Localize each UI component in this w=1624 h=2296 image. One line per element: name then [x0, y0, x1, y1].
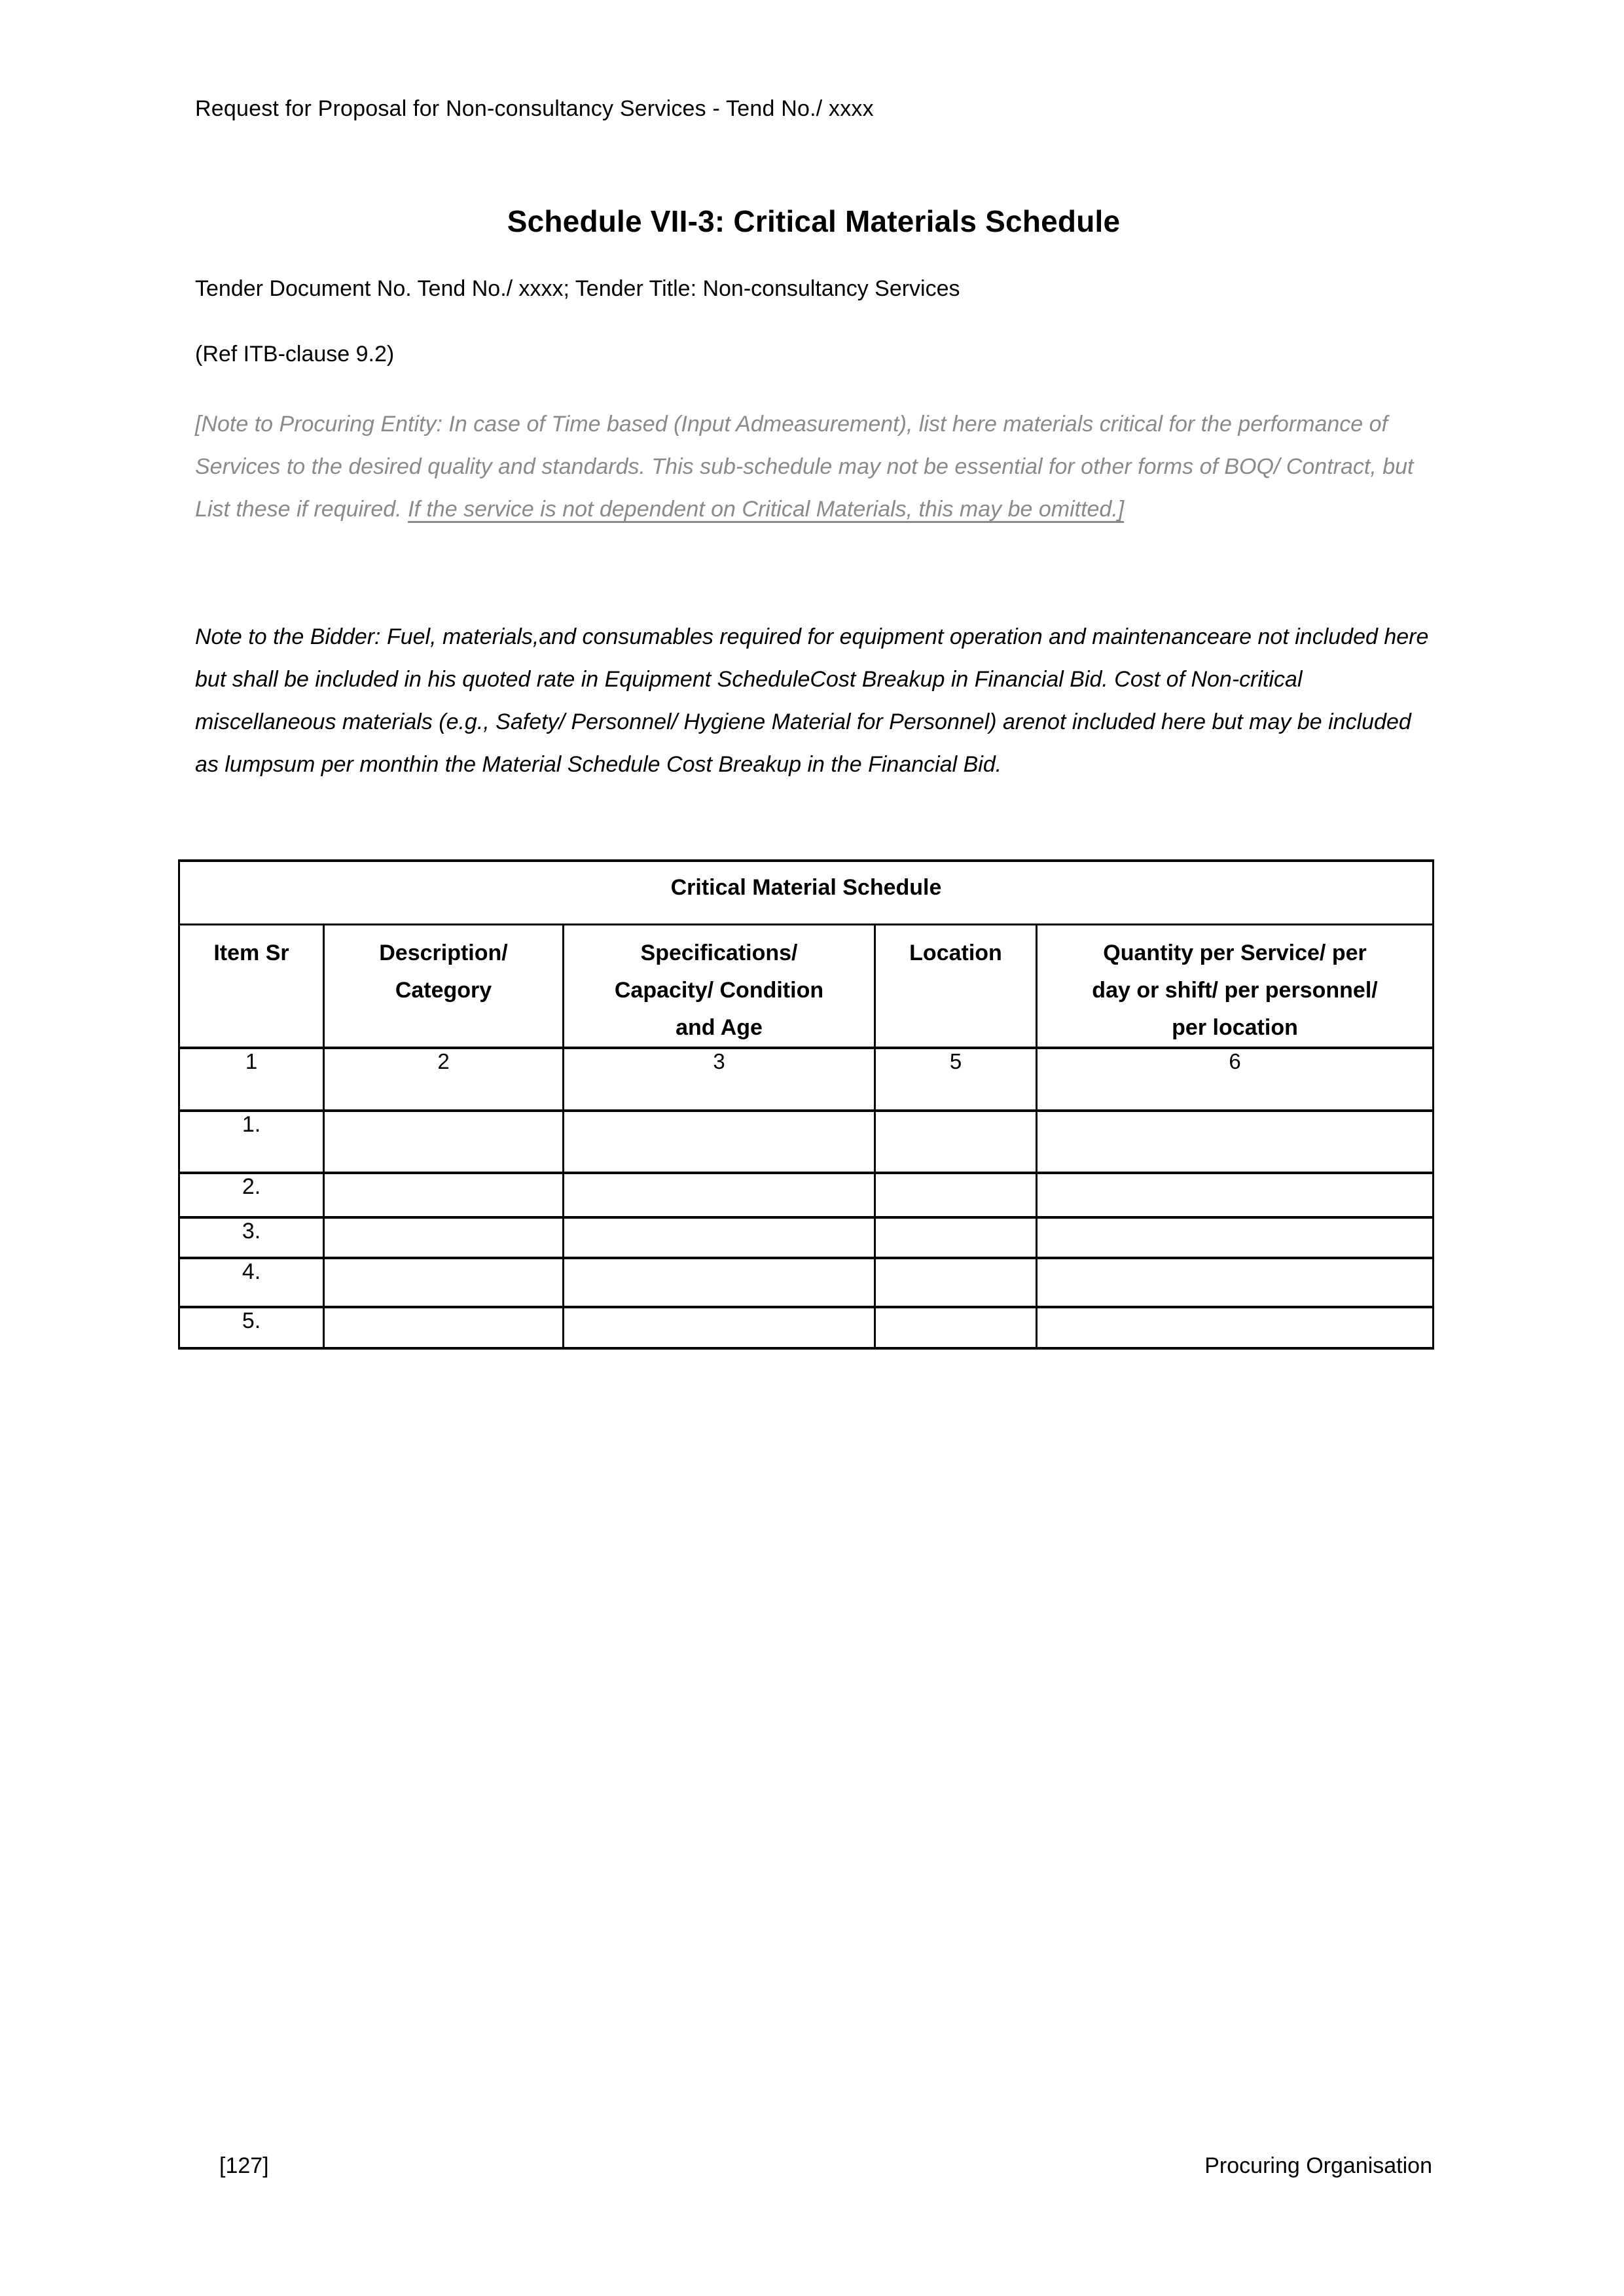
- column-header-line: Category: [395, 977, 492, 1003]
- empty-location-cell: [875, 1111, 1037, 1173]
- table-title: Critical Material Schedule: [179, 861, 1434, 924]
- column-header-line: Specifications/: [640, 940, 798, 965]
- column-header-line: Quantity per Service/ per: [1103, 940, 1367, 965]
- column-header-line: day or shift/ per personnel/: [1092, 977, 1378, 1003]
- critical-material-schedule-table: [178, 859, 1434, 1350]
- table-data-row: [179, 1307, 1434, 1348]
- column-header-specifications: [564, 924, 875, 1048]
- empty-quantity-cell: [1037, 1111, 1434, 1173]
- procuring-entity-note-text: [Note to Procuring Entity: In case of Time based (Input Admeasurement), list here materials critical for the performance of Services to the desired quality and standards. This sub-schedule may not be essential for other forms of BOQ/ Contract, but List these if required.: [195, 412, 1414, 522]
- row-serial: 2.: [179, 1173, 324, 1217]
- empty-description-cell: [324, 1258, 564, 1307]
- empty-quantity-cell: [1037, 1307, 1434, 1348]
- empty-location-cell: [875, 1217, 1037, 1258]
- page-title: Schedule VII-3: Critical Materials Schedule: [507, 204, 1121, 238]
- column-number-row: [179, 1048, 1434, 1111]
- itb-clause-reference: (Ref ITB-clause 9.2): [195, 342, 395, 367]
- tender-document-line: Tender Document No. Tend No./ xxxx; Tender Title: Non-consultancy Services: [195, 276, 960, 301]
- empty-quantity-cell: [1037, 1173, 1434, 1217]
- footer-organisation: Procuring Organisation: [1204, 2153, 1432, 2178]
- bidder-note: Note to the Bidder: Fuel, materials,and consumables required for equipment operation and maintenanceare not included here but shall be included in his quoted rate in Equipment ScheduleCost Breakup in Financial Bid. Cost of Non-critical miscellaneous materials (e.g., Safety/ Personnel/ Hygiene Material for Personnel) arenot included here but may be included as lumpsum per monthin the Material Schedule Cost Breakup in the Financial Bid.: [195, 624, 1429, 777]
- table-data-row: [179, 1173, 1434, 1217]
- column-number: 5: [875, 1048, 1037, 1111]
- table-header-row: [179, 924, 1434, 1048]
- row-serial: 5.: [179, 1307, 324, 1348]
- procuring-entity-note-underlined-text: If the service is not dependent on Critical Materials, this may be omitted.]: [408, 497, 1125, 522]
- column-header-line: Capacity/ Condition: [614, 977, 824, 1003]
- column-number: 1: [179, 1048, 324, 1111]
- table-data-row: [179, 1258, 1434, 1307]
- empty-specifications-cell: [564, 1111, 875, 1173]
- table-title-row: [179, 861, 1434, 924]
- empty-description-cell: [324, 1217, 564, 1258]
- column-header-description-category: [324, 924, 564, 1048]
- column-header-item-sr: [179, 924, 324, 1048]
- empty-specifications-cell: [564, 1217, 875, 1258]
- row-serial: 4.: [179, 1258, 324, 1307]
- column-header-line: Item Sr: [213, 940, 289, 965]
- table-data-row: [179, 1111, 1434, 1173]
- running-header: Request for Proposal for Non-consultancy Services - Tend No./ xxxx: [195, 96, 874, 121]
- empty-location-cell: [875, 1258, 1037, 1307]
- column-number: 2: [324, 1048, 564, 1111]
- column-header-line: Location: [909, 940, 1002, 965]
- column-header-location: [875, 924, 1037, 1048]
- empty-quantity-cell: [1037, 1217, 1434, 1258]
- empty-specifications-cell: [564, 1173, 875, 1217]
- column-number: 6: [1037, 1048, 1434, 1111]
- column-header-line: per location: [1172, 1014, 1298, 1040]
- empty-description-cell: [324, 1111, 564, 1173]
- empty-quantity-cell: [1037, 1258, 1434, 1307]
- column-header-line: Description/: [379, 940, 508, 965]
- empty-specifications-cell: [564, 1307, 875, 1348]
- column-number: 3: [564, 1048, 875, 1111]
- row-serial: 3.: [179, 1217, 324, 1258]
- procuring-entity-note: [195, 403, 1434, 531]
- empty-location-cell: [875, 1307, 1037, 1348]
- empty-specifications-cell: [564, 1258, 875, 1307]
- footer-page-number: [127]: [219, 2153, 269, 2178]
- row-serial: 1.: [179, 1111, 324, 1173]
- column-header-quantity: [1037, 924, 1434, 1048]
- empty-location-cell: [875, 1173, 1037, 1217]
- table-data-row: [179, 1217, 1434, 1258]
- empty-description-cell: [324, 1307, 564, 1348]
- empty-description-cell: [324, 1173, 564, 1217]
- column-header-line: and Age: [676, 1014, 763, 1040]
